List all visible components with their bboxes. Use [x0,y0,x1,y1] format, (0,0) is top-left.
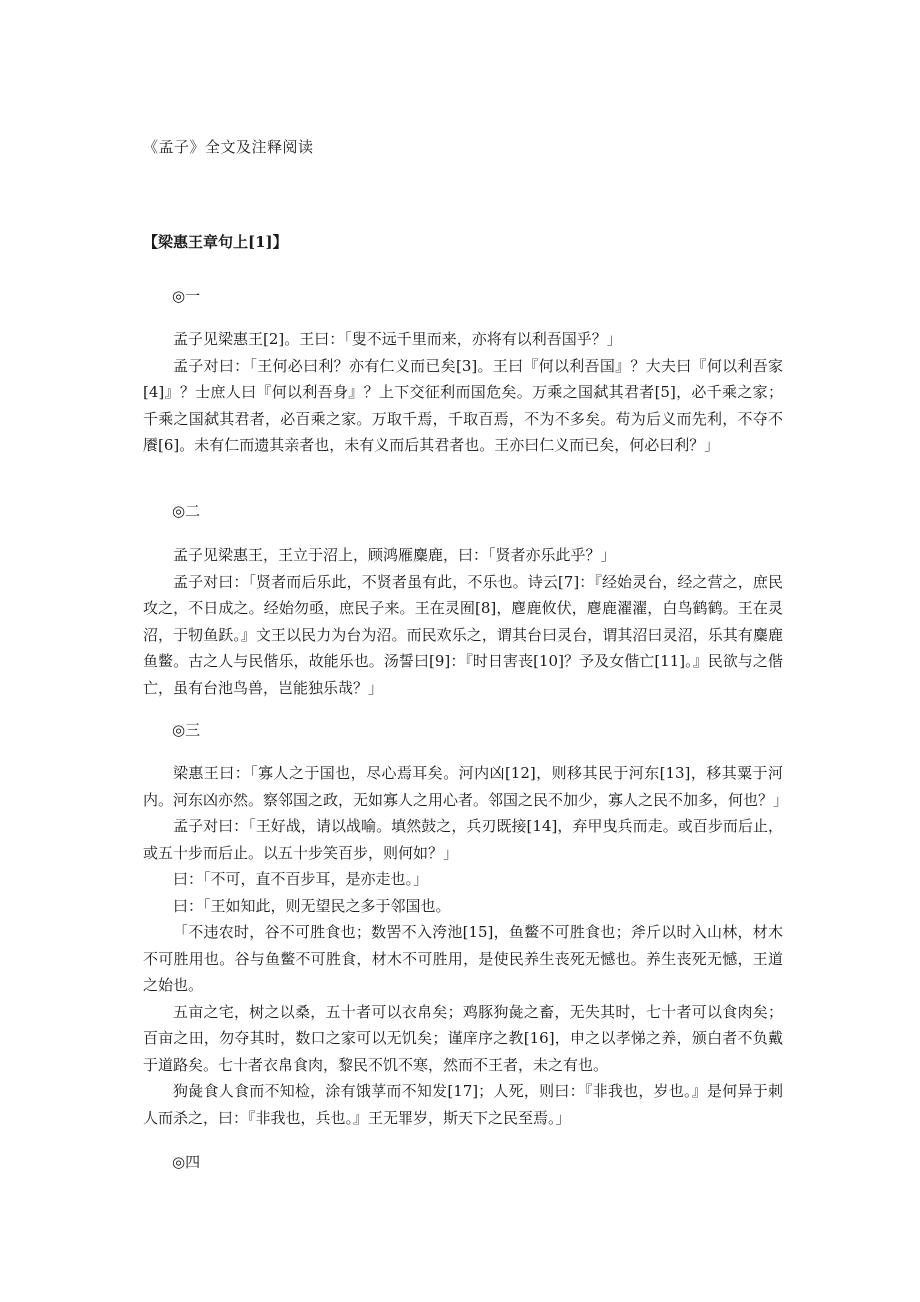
section-2-body [143,542,783,701]
paragraph: 孟子对曰：「王何必曰利？亦有仁义而已矣[3]。王曰『何以利吾国』？大夫曰『何以利吾家[4]』？士庶人曰『何以利吾身』？上下交征利而国危矣。万乘之国弑其君者[5]，必千乘之家；千乘之国弑其君者，必百乘之家。万取千焉，千取百焉，不为不多矣。苟为后义而先利，不夺不餍[6]。未有仁而遗其亲者也，未有义而后其君者也。王亦曰仁义而已矣，何必曰利？」 [143,356,783,454]
section-marker-2: ◎二 [172,502,201,520]
paragraph: 曰：「王如知此，则无望民之多于邻国也。 [173,896,451,915]
paragraph: 孟子对曰：「王好战，请以战喻。填然鼓之，兵刃既接[14]，弃甲曳兵而走。或百步而后止，或五十步而后止。以五十步笑百步，则何如？」 [143,817,783,862]
paragraph: 曰：「不可，直不百步耳，是亦走也。」 [173,870,429,888]
section-3-body [143,760,789,1131]
section-marker-1: ◎一 [172,287,201,305]
paragraph: 孟子见梁惠王，王立于沼上，顾鸿雁麋鹿，曰：「贤者亦乐此乎？」 [173,546,616,564]
paragraph: 孟子对曰：「贤者而后乐此，不贤者虽有此，不乐也。诗云[7]：『经始灵台，经之营之，庶民攻之，不日成之。经始勿亟，庶民子来。王在灵囿[8]，麀鹿攸伏，麀鹿濯濯，白鸟鹤鹤。王在灵沼，于牣鱼跃。』文王以民力为台为沼。而民欢乐之，谓其台曰灵台，谓其沼曰灵沼，乐其有麋鹿鱼鳖。古之人与民偕乐，故能乐也。汤誓曰[9]：『时日害丧[10]？予及女偕亡[11]。』民欲与之偕亡，虽有台池鸟兽，岂能独乐哉？」 [143,572,783,697]
document-title: 《孟子》全文及注释阅读 [143,138,314,156]
paragraph: 梁惠王曰：「寡人之于国也，尽心焉耳矣。河内凶[12]，则移其民于河东[13]，移其粟于河内。河东凶亦然。察邻国之政，无如寡人之用心者。邻国之民不加少，寡人之民不加多，何也？」 [143,764,789,809]
section-marker-4: ◎四 [172,1153,201,1171]
paragraph: 「不违农时，谷不可胜食也；数罟不入洿池[15]，鱼鳖不可胜食也；斧斤以时入山林，材木不可胜用也。谷与鱼鳖不可胜食，材木不可胜用，是使民养生丧死无憾也。养生丧死无憾，王道之始也。 [143,923,783,994]
paragraph: 狗彘食人食而不知检，涂有饿莩而不知发[17]；人死，则曰：『非我也，岁也。』是何异于刺人而杀之，曰：『非我也，兵也。』王无罪岁，斯天下之民至焉。」 [143,1082,783,1127]
paragraph: 孟子见梁惠王[2]。王曰：「叟不远千里而来，亦将有以利吾国乎？」 [173,330,622,348]
section-1-body [143,326,783,459]
paragraph: 五亩之宅，树之以桑，五十者可以衣帛矣；鸡豚狗彘之畜，无失其时，七十者可以食肉矣；百亩之田，勿夺其时，数口之家可以无饥矣；谨庠序之教[16]，申之以孝悌之养，颁白者不负戴于道路矣。七十者衣帛食肉，黎民不饥不寒，然而不王者，未之有也。 [143,1002,783,1074]
chapter-heading: 【梁惠王章句上[1]】 [143,233,288,251]
section-marker-3: ◎三 [172,721,201,739]
